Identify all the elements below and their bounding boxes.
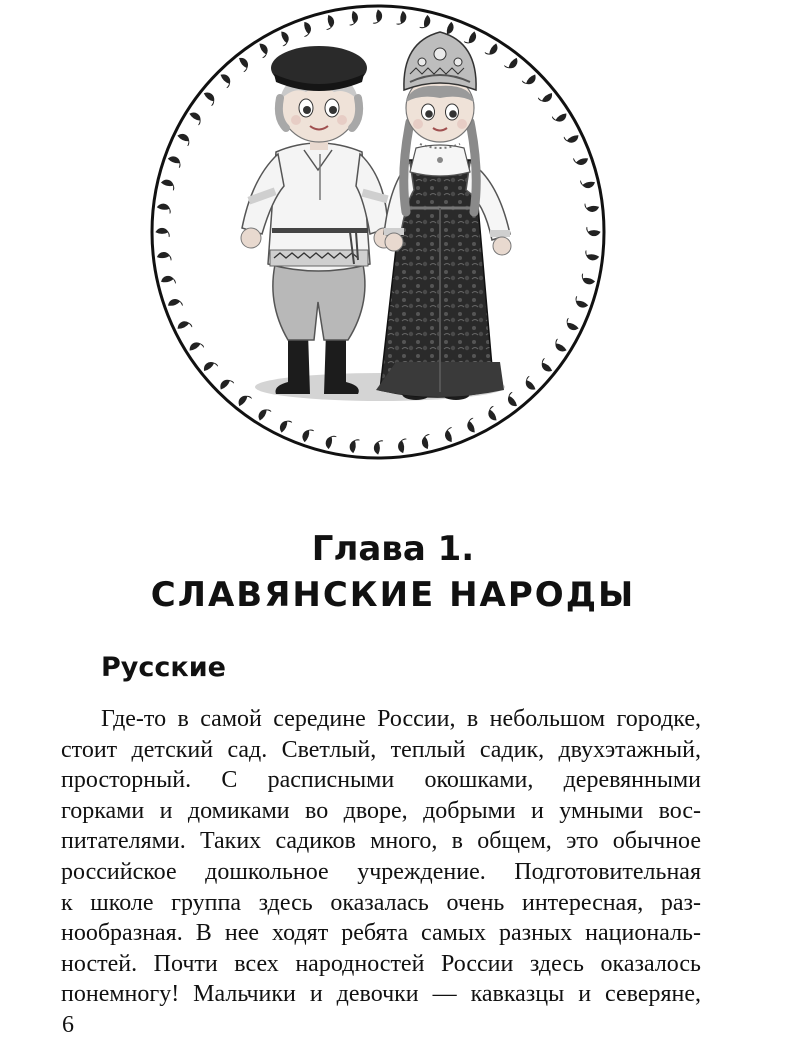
chapter-number: Глава 1. — [311, 529, 475, 569]
chapter-title: СЛАВЯНСКИЕ НАРОДЫ — [150, 575, 636, 615]
body-text-line: к школе группа здесь оказалась очень интересная, раз- — [61, 889, 701, 916]
section-title: Русские — [101, 652, 226, 683]
body-text-line: ностей. Почти всех народностей России здесь оказалось — [61, 950, 701, 977]
body-text-line: российское дошкольное учреждение. Подготовительная — [61, 858, 701, 885]
body-text-line: понемногу! Мальчики и девочки — кавказцы и северяне, — [61, 981, 701, 1008]
body-text-line: просторный. С расписными окошками, деревянными — [61, 767, 701, 794]
body-text-line: стоит детский сад. Светлый, теплый садик, двухэтажный, — [61, 736, 701, 763]
body-text-line: горками и домиками во дворе, добрыми и умными вос- — [61, 797, 701, 824]
children-in-russian-folk-costume-illustration — [148, 2, 608, 462]
body-text-line: нообразная. В нее ходят ребята самых разных националь- — [61, 920, 701, 947]
page-number: 6 — [62, 1012, 74, 1038]
body-text-line: Где-то в самой середине России, в небольшом городке, — [101, 706, 701, 732]
body-text — [61, 704, 701, 1010]
chapter-illustration — [148, 2, 608, 462]
body-text-line: питателями. Таких садиков много, в общем, это обычное — [61, 828, 701, 855]
chapter-heading — [0, 526, 786, 618]
